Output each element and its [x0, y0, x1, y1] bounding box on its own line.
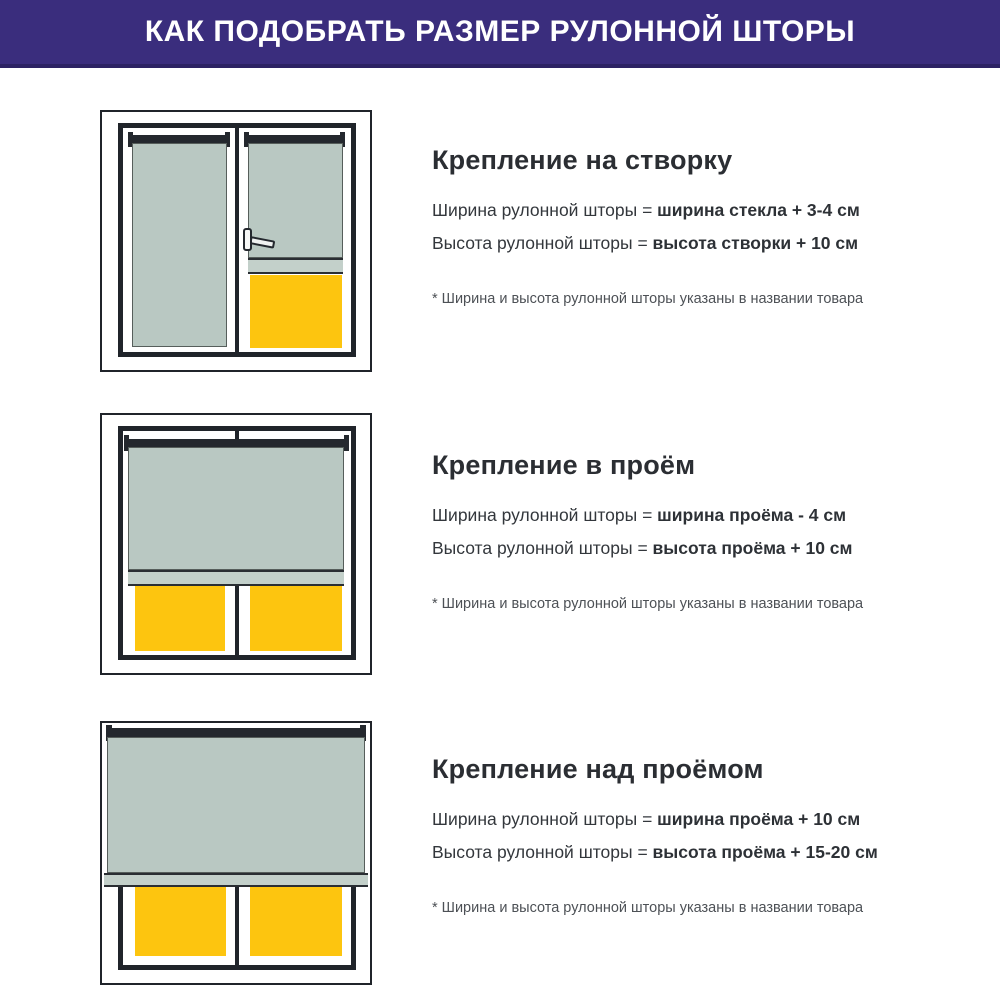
glass-sunlight [250, 887, 342, 956]
blind-fabric-left-sash [132, 143, 227, 347]
window-center-mullion [235, 128, 239, 352]
section-title: Крепление на створку [432, 145, 733, 175]
glass-sunlight [250, 275, 342, 348]
diagram-blind-in-opening [100, 413, 372, 675]
width-formula: Ширина рулонной шторы = ширина проёма + 10 см [432, 809, 861, 829]
footnote: * Ширина и высота рулонной шторы указаны в названии товара [432, 291, 864, 307]
section-sash-mount [432, 143, 977, 309]
blind-fabric [107, 737, 365, 873]
glass-sunlight [250, 585, 342, 651]
section-above-opening-mount [432, 752, 977, 918]
footnote: * Ширина и высота рулонной шторы указаны в названии товара [432, 900, 864, 916]
blind-bottom-bar [248, 258, 343, 274]
page-title: КАК ПОДОБРАТЬ РАЗМЕР РУЛОННОЙ ШТОРЫ [144, 15, 856, 48]
window-handle-icon [243, 228, 252, 251]
footnote: * Ширина и высота рулонной шторы указаны в названии товара [432, 596, 864, 612]
height-formula: Высота рулонной шторы = высота проёма + 15-20 см [432, 842, 878, 862]
blind-fabric [128, 447, 344, 570]
diagram-blind-above-opening [100, 721, 372, 985]
page-header [0, 0, 1000, 68]
width-formula: Ширина рулонной шторы = ширина стекла + 3-4 см [432, 200, 860, 220]
width-formula: Ширина рулонной шторы = ширина проёма - 4 см [432, 505, 847, 525]
glass-sunlight [135, 585, 225, 651]
glass-sunlight [135, 887, 226, 956]
diagram-blind-on-sash [100, 110, 372, 372]
height-formula: Высота рулонной шторы = высота проёма + 10 см [432, 538, 853, 558]
section-opening-mount [432, 448, 977, 614]
blind-bottom-bar [128, 570, 344, 586]
roller-tube [111, 728, 361, 737]
section-title: Крепление в проём [432, 450, 696, 480]
height-formula: Высота рулонной шторы = высота створки + 10 см [432, 233, 859, 253]
blind-bottom-bar [104, 873, 368, 887]
section-title: Крепление над проёмом [432, 754, 764, 784]
